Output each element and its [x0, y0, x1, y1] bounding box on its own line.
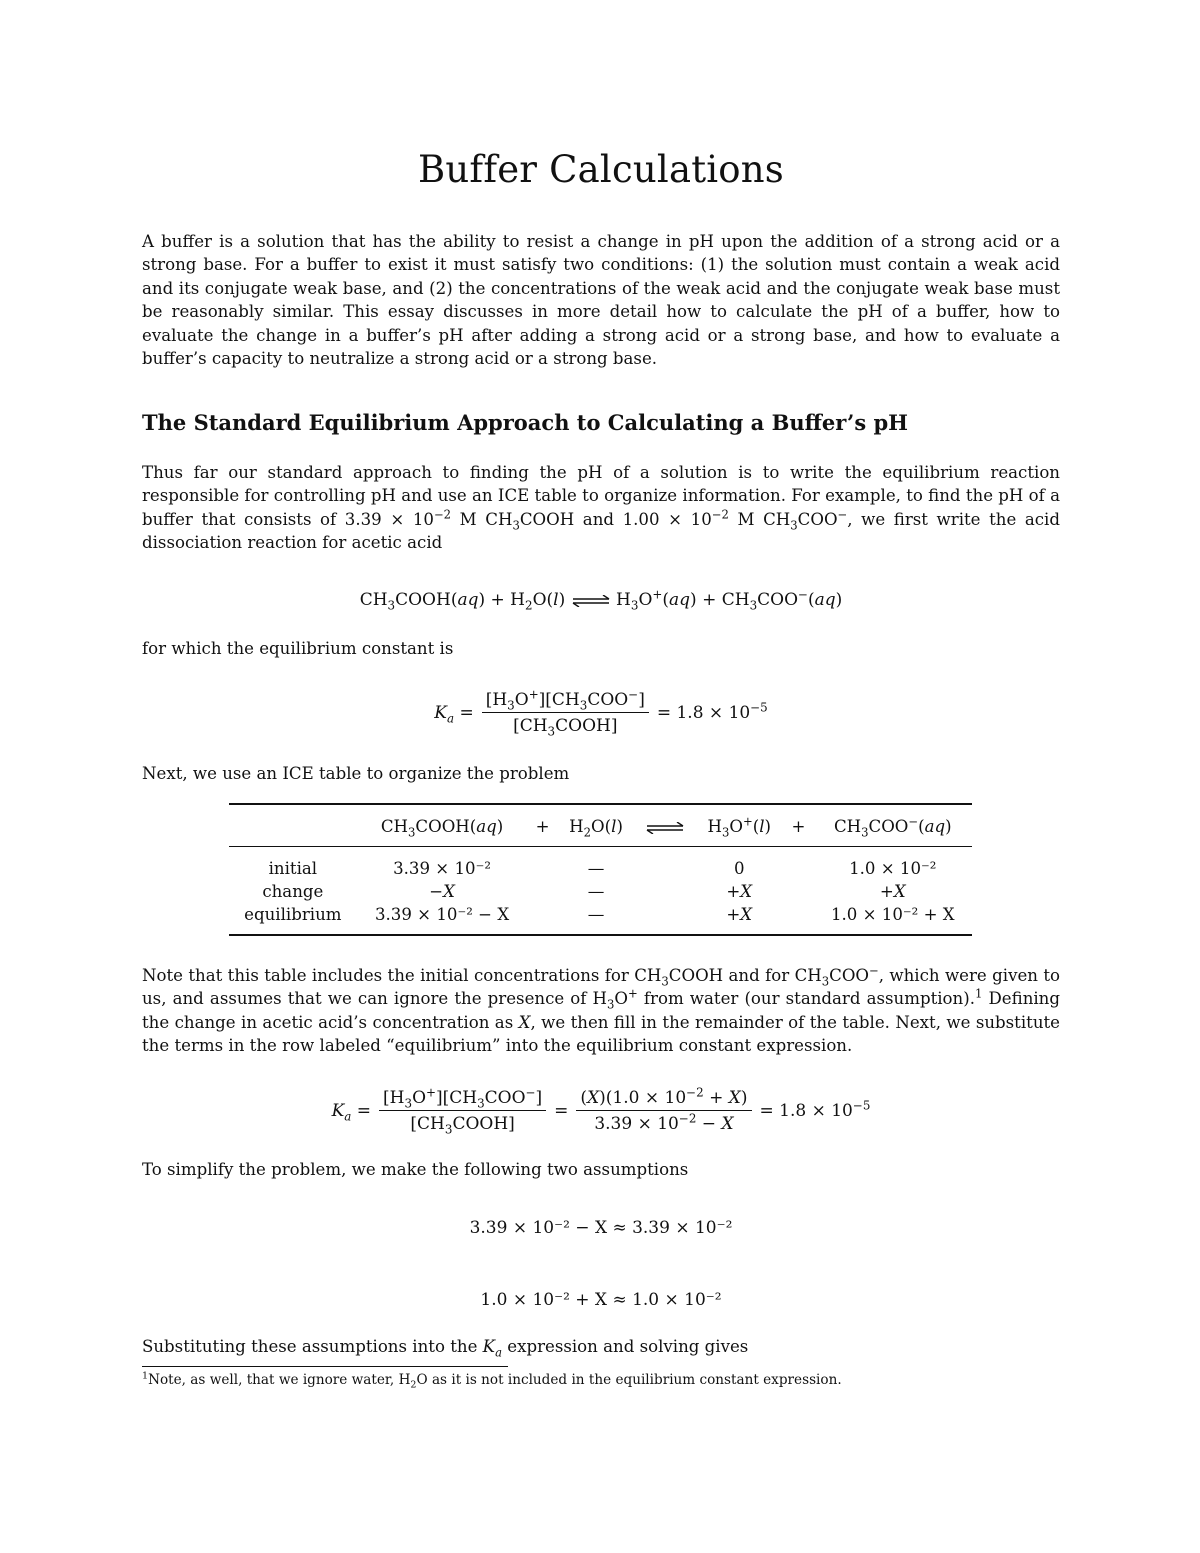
dissociation-equation: $CH_3COOH(aq) + H_2O(l) H_3O^+(aq) + CH_3COO^-(aq)$: [359, 587, 843, 613]
note-paragraph: Note that this table includes the initial concentrations for $CH_3COOH$ and for $CH_3COO^-$, which were given to us, and assumes that we can ignore the presence of $H_3O^+$ from water (our standard assumption).$^1$ Defining the change in acetic acid’s concentration as X, we then fill in the remainder of the table. Next, we substitute the terms in the row labeled “equilibrium” into the equilibrium constant expression.: [142, 963, 1061, 1056]
table-row: [229, 880, 972, 903]
ice-header-blank: [229, 804, 357, 847]
ice-header-water: $H_2O(l)$: [569, 817, 623, 840]
ice-header-plus: +: [535, 817, 550, 836]
ice-header-acetate: $CH_3COO^-(aq)$: [833, 814, 952, 840]
table-cell: +X: [726, 905, 753, 924]
equilibrium-arrows-icon: [645, 822, 685, 834]
table-row: [229, 847, 972, 881]
ice-intro-paragraph: Next, we use an ICE table to organize the problem: [142, 764, 570, 783]
table-row: [229, 903, 972, 935]
assumption-1: 3.39 × 10⁻² − X ≈ 3.39 × 10⁻²: [469, 1218, 733, 1238]
ice-header-hydronium: $H_3O^+(l)$: [707, 814, 771, 840]
section-heading: The Standard Equilibrium Approach to Calculating a Buffer’s pH: [142, 410, 909, 435]
assumption-2: 1.0 × 10⁻² + X ≈ 1.0 × 10⁻²: [480, 1290, 722, 1310]
table-cell: 3.39 × 10⁻²: [393, 859, 492, 878]
footnote-rule: [142, 1366, 508, 1367]
approach-paragraph: Thus far our standard approach to finding the pH of a solution is to write the equilibrium reaction responsible for controlling pH and use an ICE table to organize information. For example, to find the pH of a buffer that consists of $3.39 \times 10^{-2}$ M $CH_3COOH$ and $1.00 \times 10^{-2}$ M $CH_3COO^-$, we first write the acid dissociation reaction for acetic acid: [142, 463, 1060, 553]
substituting-paragraph: Substituting these assumptions into the $K_a$ expression and solving gives: [142, 1337, 749, 1360]
table-cell: —: [587, 905, 605, 924]
table-cell: +X: [726, 882, 753, 901]
ice-header-acid: $CH_3COOH(aq)$: [380, 817, 504, 840]
row-label: equilibrium: [244, 905, 342, 924]
equilibrium-arrows-icon: [571, 595, 611, 607]
table-cell: —: [587, 859, 605, 878]
table-cell: +X: [879, 882, 906, 901]
ice-table: [229, 803, 972, 936]
ice-header-arrows: [634, 804, 695, 847]
table-cell: 3.39 × 10⁻² − X: [374, 905, 510, 924]
intro-paragraph: A buffer is a solution that has the ability to resist a change in pH upon the addition of a strong acid or a strong base. For a buffer to exist it must satisfy two conditions: (1) the solution must contain a weak acid and its conjugate weak base, and (2) the concentrations of the weak acid and the conjugate weak base must be reasonably similar. This essay discusses in more detail how to calculate the pH of a buffer, how to evaluate the change in a buffer’s pH after adding a strong acid or a strong base, and how to evaluate a buffer’s capacity to neutralize a strong acid or a strong base.: [142, 232, 1060, 369]
table-cell: 0: [733, 859, 745, 878]
simplify-paragraph: To simplify the problem, we make the following two assumptions: [142, 1160, 689, 1179]
table-cell: 1.0 × 10⁻² + X: [830, 905, 955, 924]
ka-expression: $K_a$ = $\frac{[H_3O^+][CH_3COO^-]}{[CH_3COOH]}$ = $1.8 \times 10^{-5}$: [434, 687, 768, 739]
table-cell: −X: [429, 882, 455, 901]
footnote: $^1$Note, as well, that we ignore water, $H_2O$ as it is not included in the equilibrium constant expression.: [142, 1370, 842, 1391]
ka-substituted-expression: $K_a$ = $\frac{[H_3O^+][CH_3COO^-]}{[CH_3COOH]}$ = $\frac{(X)(1.0 \times 10^{-2} + X)}{3.39 \times 10^{-2} - X}$ = $1.8 \times 10^{-5}$: [331, 1085, 871, 1137]
constant-paragraph: for which the equilibrium constant is: [142, 639, 454, 658]
row-label: change: [262, 882, 324, 901]
ice-header-plus: +: [791, 817, 806, 836]
table-cell: —: [587, 882, 605, 901]
row-label: initial: [268, 859, 318, 878]
page-title: Buffer Calculations: [418, 148, 784, 191]
table-cell: 1.0 × 10⁻²: [849, 859, 937, 878]
